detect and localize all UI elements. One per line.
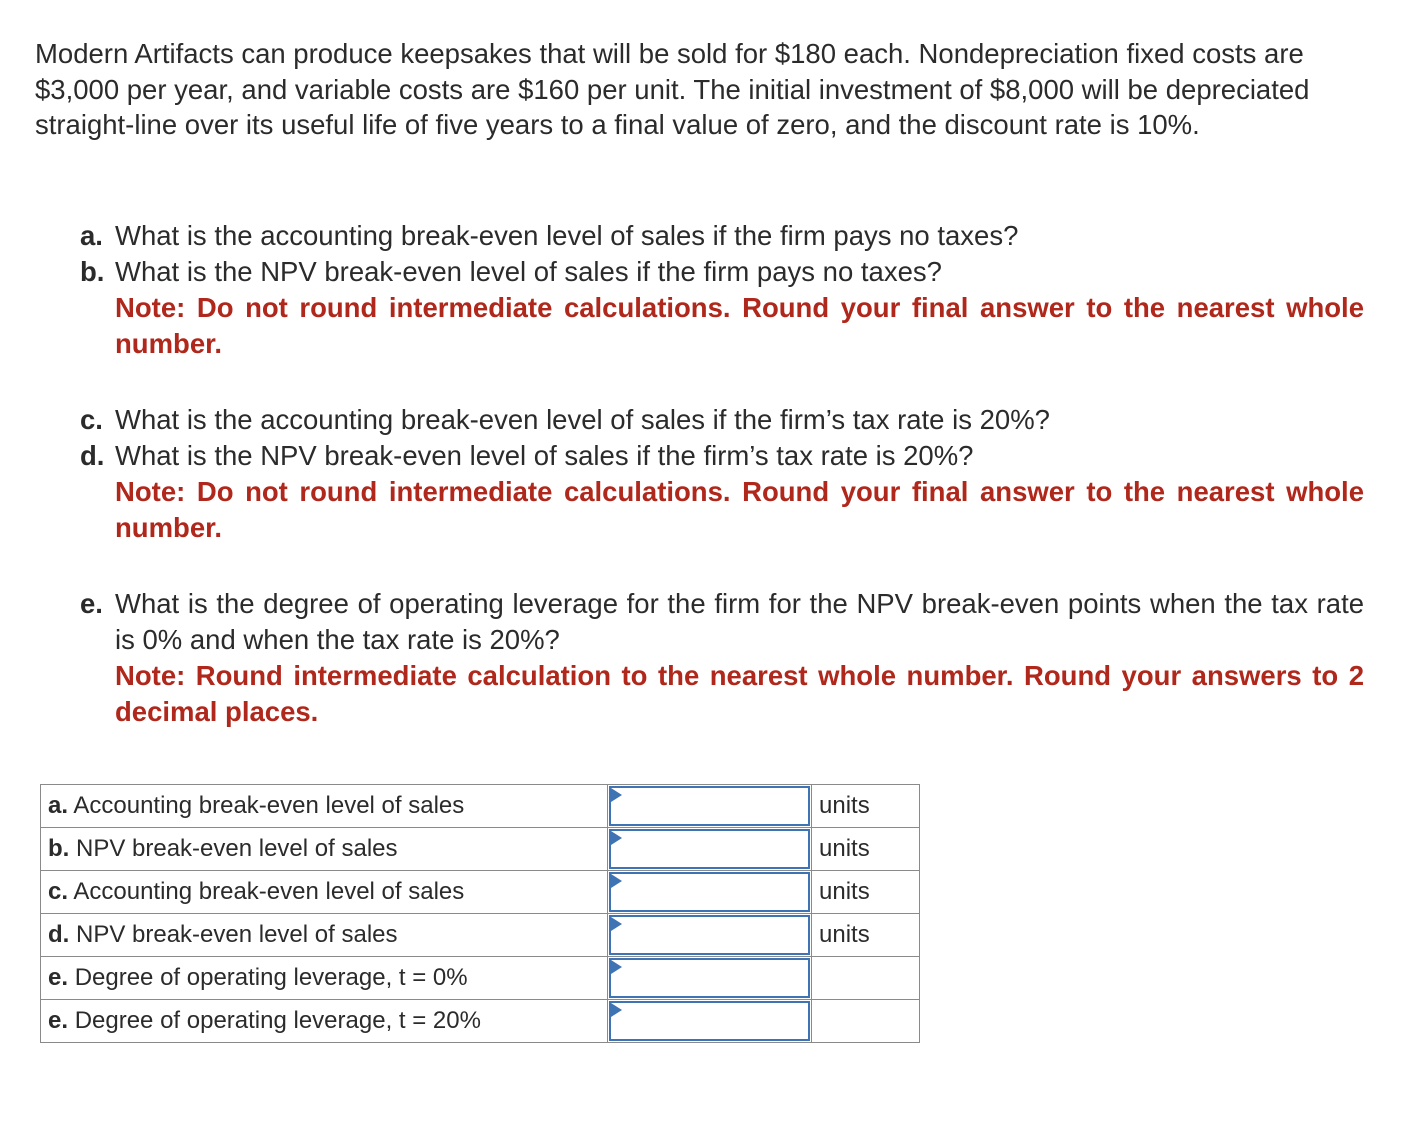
answer-unit: units [812, 828, 920, 871]
answer-unit [812, 1000, 920, 1043]
answer-input-cell [608, 785, 812, 828]
input-marker-icon [611, 960, 622, 974]
table-row [41, 871, 920, 914]
input-marker-icon [611, 788, 622, 802]
table-row [41, 785, 920, 828]
question-text: What is the accounting break-even level of sales if the firm pays no taxes? [115, 220, 1019, 251]
question-text: What is the degree of operating leverage for the firm for the NPV break-even points when the tax rate is 0% and when the tax rate is 20%? [115, 588, 1364, 655]
answer-input-cell [608, 957, 812, 1000]
answer-label [41, 914, 608, 957]
question-e [80, 586, 1364, 658]
answer-letter: a. [48, 792, 69, 819]
answer-label [41, 957, 608, 1000]
question-c [80, 402, 1364, 438]
answer-input-d[interactable] [609, 915, 810, 955]
answer-label [41, 785, 608, 828]
table-row [41, 957, 920, 1000]
answer-letter: e. [48, 1007, 69, 1034]
table-row [41, 914, 920, 957]
question-group-ab [80, 218, 1364, 362]
answer-label-text: Degree of operating leverage, t = 20% [74, 1007, 481, 1034]
question-b [80, 254, 1364, 290]
answer-unit: units [812, 871, 920, 914]
answer-label-text: Accounting break-even level of sales [73, 878, 465, 905]
answer-label-text: NPV break-even level of sales [76, 835, 398, 862]
answer-input-cell [608, 1000, 812, 1043]
question-text: What is the accounting break-even level of sales if the firm’s tax rate is 20%? [115, 404, 1050, 435]
answer-unit: units [812, 785, 920, 828]
answer-letter: e. [48, 964, 69, 991]
input-marker-icon [611, 874, 622, 888]
question-text: What is the NPV break-even level of sales if the firm’s tax rate is 20%? [115, 440, 974, 471]
answer-letter: b. [48, 835, 70, 862]
answer-input-cell [608, 828, 812, 871]
answer-input-cell [608, 914, 812, 957]
table-row [41, 1000, 920, 1043]
question-letter: c. [80, 404, 103, 435]
question-letter: b. [80, 256, 105, 287]
answer-label [41, 871, 608, 914]
input-marker-icon [611, 917, 622, 931]
answer-input-b[interactable] [609, 829, 810, 869]
answer-table [40, 784, 920, 1043]
question-group-cd [80, 402, 1364, 546]
question-group-e [80, 586, 1364, 730]
answer-unit [812, 957, 920, 1000]
answer-input-a[interactable] [609, 786, 810, 826]
answer-label-text: NPV break-even level of sales [76, 921, 398, 948]
answer-label-text: Accounting break-even level of sales [73, 792, 465, 819]
question-d [80, 438, 1364, 474]
question-a [80, 218, 1364, 254]
answer-unit: units [812, 914, 920, 957]
table-row [41, 828, 920, 871]
answer-input-cell [608, 871, 812, 914]
rounding-note: Note: Round intermediate calculation to the nearest whole number. Round your answers to 2 decimal places. [115, 660, 1364, 727]
answer-letter: d. [48, 921, 70, 948]
answer-label [41, 828, 608, 871]
answer-input-c[interactable] [609, 872, 810, 912]
answer-input-e-t0[interactable] [609, 958, 810, 998]
answer-label-text: Degree of operating leverage, t = 0% [74, 964, 468, 991]
answer-label [41, 1000, 608, 1043]
problem-statement: Modern Artifacts can produce keepsakes that will be sold for $180 each. Nondepreciation fixed costs are $3,000 per year, and variable costs are $160 per unit. The initial investment of $8,000 will be depreciated straight-line over its useful life of five years to a final value of zero, and the discount rate is 10%. [35, 38, 1310, 140]
question-letter: d. [80, 440, 105, 471]
question-letter: a. [80, 220, 103, 251]
rounding-note: Note: Do not round intermediate calculations. Round your final answer to the nearest whole number. [115, 292, 1364, 359]
input-marker-icon [611, 1003, 622, 1017]
question-letter: e. [80, 588, 103, 619]
answer-input-e-t20[interactable] [609, 1001, 810, 1041]
question-text: What is the NPV break-even level of sales if the firm pays no taxes? [115, 256, 942, 287]
input-marker-icon [611, 831, 622, 845]
answer-letter: c. [48, 878, 69, 905]
rounding-note: Note: Do not round intermediate calculations. Round your final answer to the nearest whole number. [115, 476, 1364, 543]
